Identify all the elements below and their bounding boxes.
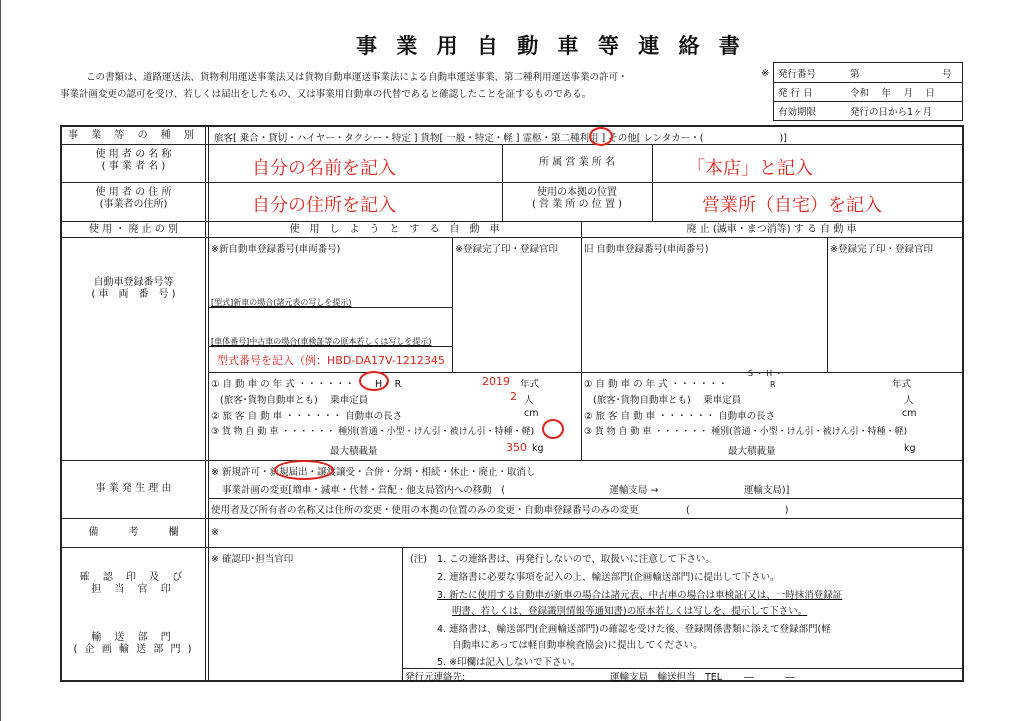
confirm-label bbox=[62, 572, 205, 596]
note-3: 3. 新たに使用する自動車が新車の場合は諸元表、中古車の場合は車検証(又は、一時抹消登録証 bbox=[437, 590, 843, 601]
new-notification-circle-mark bbox=[274, 460, 334, 480]
vehicle-reg-label-line-1: 自動車登録番号等 bbox=[93, 277, 174, 288]
year-unit-right: 年式 bbox=[892, 379, 912, 390]
user-name-value[interactable]: 自分の名前を記入 bbox=[252, 158, 396, 179]
user-address-label-line-2: (事業者の住所) bbox=[99, 199, 168, 210]
maxload-label-right: 最大積載量 bbox=[728, 446, 776, 457]
reason-line-2: 事業計画の変更[増車・減車・代替・営配・他支局管内への移動 ( 運輸支局 → 運輸支局)] bbox=[222, 485, 790, 496]
kei-type-circle-mark bbox=[542, 419, 564, 439]
note-4-cont: 自動車にあっては軽自動車検査協会)に提出してください。 bbox=[452, 640, 703, 651]
contact-form bbox=[60, 125, 964, 682]
office-label: 所 属 営 業 所 名 bbox=[539, 157, 615, 168]
notes-head: (注) bbox=[410, 554, 427, 565]
issuance-box bbox=[773, 62, 963, 121]
label-col-divider-2 bbox=[208, 127, 209, 680]
transport-dept-label bbox=[62, 632, 205, 656]
era-left: H・ R bbox=[375, 379, 402, 390]
year-label: ① 自 動 車 の 年 式 ・・・・・・ bbox=[211, 379, 355, 390]
user-address-label bbox=[62, 187, 205, 211]
usage-col-use: 使 用 し よ う と す る 自 動 車 bbox=[289, 224, 500, 235]
label-col-divider bbox=[205, 127, 206, 680]
intro-line-1: この書類は、道路運送法、貨物利用運送事業法又は貨物自動車運送事業法による自動車運送事業、第二種利用運送事業の許可・ bbox=[86, 72, 628, 83]
cargo-car-label-right: ③ 貨 物 自 動 車 ・・・・・・ 種別(普通・小型・けん引・被けん引・特種・軽) bbox=[584, 427, 908, 437]
reg-stamp-label-2: ※登録完了印・登録官印 bbox=[830, 244, 933, 255]
user-address-label-line-1: 使 用 者 の 住 所 bbox=[95, 187, 172, 198]
issuance-validity-row bbox=[774, 101, 962, 120]
reason-label: 事 業 発 生 理 由 bbox=[95, 483, 172, 494]
capacity-unit-right: 人 bbox=[904, 395, 914, 406]
year-label-right: ① 自 動 車 の 年 式 ・・・・・・ bbox=[584, 379, 728, 390]
user-name-label-line-2: ( 事 業 者 名 ) bbox=[101, 161, 166, 172]
maxload-unit: kg bbox=[532, 443, 544, 454]
kei-circle-mark bbox=[589, 127, 613, 146]
capacity-label-right: (旅客･貨物自動車とも) 乗車定員 bbox=[593, 395, 742, 406]
usage-label: 使 用 ・ 廃 止 の 別 bbox=[88, 224, 179, 235]
note-5: 5. ※印欄は記入しないで下さい。 bbox=[437, 657, 581, 668]
vehicle-reg-label-line-2: ( 車 両 番 号 ) bbox=[91, 289, 176, 300]
base-value[interactable]: 営業所（自宅）を記入 bbox=[702, 195, 882, 216]
business-type-label: 事 業 等 の 種 別 bbox=[68, 130, 199, 141]
cargo-car-label: ③ 貨 物 自 動 車 ・・・・・・ 種別(普通・小型・けん引・被けん引・特種・軽) bbox=[211, 427, 535, 437]
model-note: [型式]新車の場合(諸元表の写しを提示) bbox=[211, 298, 352, 307]
issuance-validity-value: 発行の日から1ヶ月 bbox=[850, 107, 933, 118]
user-address-value[interactable]: 自分の住所を記入 bbox=[252, 195, 396, 216]
note-2: 2. 連絡書に必要な事項を記入の上、輸送部門(企画輸送部門)に提出して下さい。 bbox=[437, 572, 780, 583]
issuance-number-prefix: 第 bbox=[850, 69, 860, 80]
form-title: 事 業 用 自 動 車 等 連 絡 書 bbox=[356, 34, 746, 58]
year-unit: 年式 bbox=[520, 379, 540, 390]
heisei-circle-mark bbox=[359, 371, 389, 391]
transport-dept-label-line-2: ( 企 画 輸 送 部 門 ) bbox=[73, 644, 194, 655]
note-1: 1. この連絡書は、再発行しないので、取扱いに注意して下さい。 bbox=[437, 554, 715, 565]
user-name-label-line-1: 使 用 者 の 名 称 bbox=[95, 149, 172, 160]
usage-col-abolish: 廃 止 (滅車・まつ消等) す る 自 動 車 bbox=[686, 224, 857, 235]
reason-line-1: ※ 新規許可・新規届出・譲渡譲受・合併・分割・相続・休止・廃止・取消し bbox=[211, 467, 536, 478]
passenger-car-label-right: ② 旅 客 自 動 車 ・・・・・・ 自動車の長さ bbox=[584, 411, 776, 422]
length-unit: cm bbox=[524, 408, 539, 419]
issuance-number-label: 発行番号 bbox=[778, 69, 817, 80]
reg-stamp-label: ※登録完了印・登録官印 bbox=[455, 244, 558, 255]
year-value[interactable]: 2019 bbox=[482, 375, 510, 388]
era-right-top: S ・ H ・ bbox=[748, 369, 783, 378]
model-number-value[interactable]: 型式番号を記入（例：HBD-DA17V-1212345 bbox=[217, 354, 445, 367]
issuance-date-label: 発 行 日 bbox=[778, 88, 813, 99]
page-edge bbox=[0, 0, 1, 721]
issuance-date-value: 令和 年 月 日 bbox=[850, 88, 936, 99]
maxload-label: 最大積載量 bbox=[330, 446, 378, 457]
note-3-cont: 明書、若しくは、登録識別情報等通知書)の原本若しくは写しを、提示して下さい。 bbox=[452, 606, 808, 617]
issuer-contact-value: 運輸支局 輸送担当 TEL ― ― bbox=[610, 672, 795, 683]
reason-line-3: 使用者及び所有者の名称又は住所の変更・使用の本拠の位置のみの変更・自動車登録番号のみの変更 ( ) bbox=[211, 505, 789, 516]
old-reg-number-label: 旧 自動車登録番号(車両番号) bbox=[584, 244, 709, 255]
passenger-car-label: ② 旅 客 自 動 車 ・・・・・・ 自動車の長さ bbox=[211, 411, 403, 422]
confirm-label-line-2: 担 当 官 印 bbox=[91, 584, 176, 595]
note-4: 4. 連絡書は、輸送部門(企画輸送部門)の確認を受けた後、登録関係書類に添えて登録部門(軽 bbox=[437, 624, 831, 635]
maxload-unit-right: kg bbox=[904, 443, 916, 454]
base-label-line-1: 使用の本拠の位置 bbox=[537, 187, 617, 198]
confirm-stamp-label: ※ 確認印･担当官印 bbox=[211, 554, 294, 565]
transport-dept-label-line-1: 輸 送 部 門 bbox=[91, 632, 176, 643]
capacity-unit: 人 bbox=[524, 395, 534, 406]
business-type-value: 旅客[ 乗合・貸切・ハイヤー・タクシー・特定 ] 貨物[ 一般・特定・軽 ] 霊柩・第二種利用 ] その他[ レンタカー・( )] bbox=[214, 133, 787, 144]
confirm-label-line-1: 確 認 印 及 び bbox=[79, 572, 188, 583]
capacity-label: (旅客･貨物自動車とも) 乗車定員 bbox=[220, 395, 369, 406]
user-name-label bbox=[62, 149, 205, 173]
remarks-value[interactable]: ※ bbox=[211, 527, 219, 538]
capacity-value[interactable]: 2 bbox=[510, 390, 517, 403]
intro-line-2: 事業計画変更の認可を受け、若しくは届出をしたもの、又は事業用自動車の代替であると確認したことを証するものである。 bbox=[60, 89, 592, 100]
body-number-note: [車体番号]中古車の場合(車検証等の原本若しくは写しを提示) bbox=[211, 337, 432, 346]
length-unit-right: cm bbox=[902, 408, 917, 419]
issuance-validity-label: 有効期限 bbox=[778, 107, 817, 118]
note-mark: ※ bbox=[761, 68, 770, 79]
era-right-bottom: R bbox=[770, 380, 776, 389]
issuance-date-row bbox=[774, 82, 962, 102]
issuance-number-row bbox=[774, 63, 962, 83]
vehicle-reg-label bbox=[62, 277, 205, 301]
remarks-label: 備 考 欄 bbox=[88, 527, 179, 538]
issuance-number-suffix: 号 bbox=[942, 69, 952, 80]
new-reg-number-label: ※新自動車登録番号(車両番号) bbox=[211, 244, 341, 255]
base-label-line-2: ( 営 業 所 の 位 置 ) bbox=[531, 199, 623, 210]
office-value[interactable]: 「本店」と記入 bbox=[687, 158, 813, 179]
maxload-value[interactable]: 350 bbox=[506, 441, 527, 454]
issuer-contact-label: 発行元連絡先: bbox=[405, 672, 466, 683]
base-label bbox=[502, 187, 652, 211]
